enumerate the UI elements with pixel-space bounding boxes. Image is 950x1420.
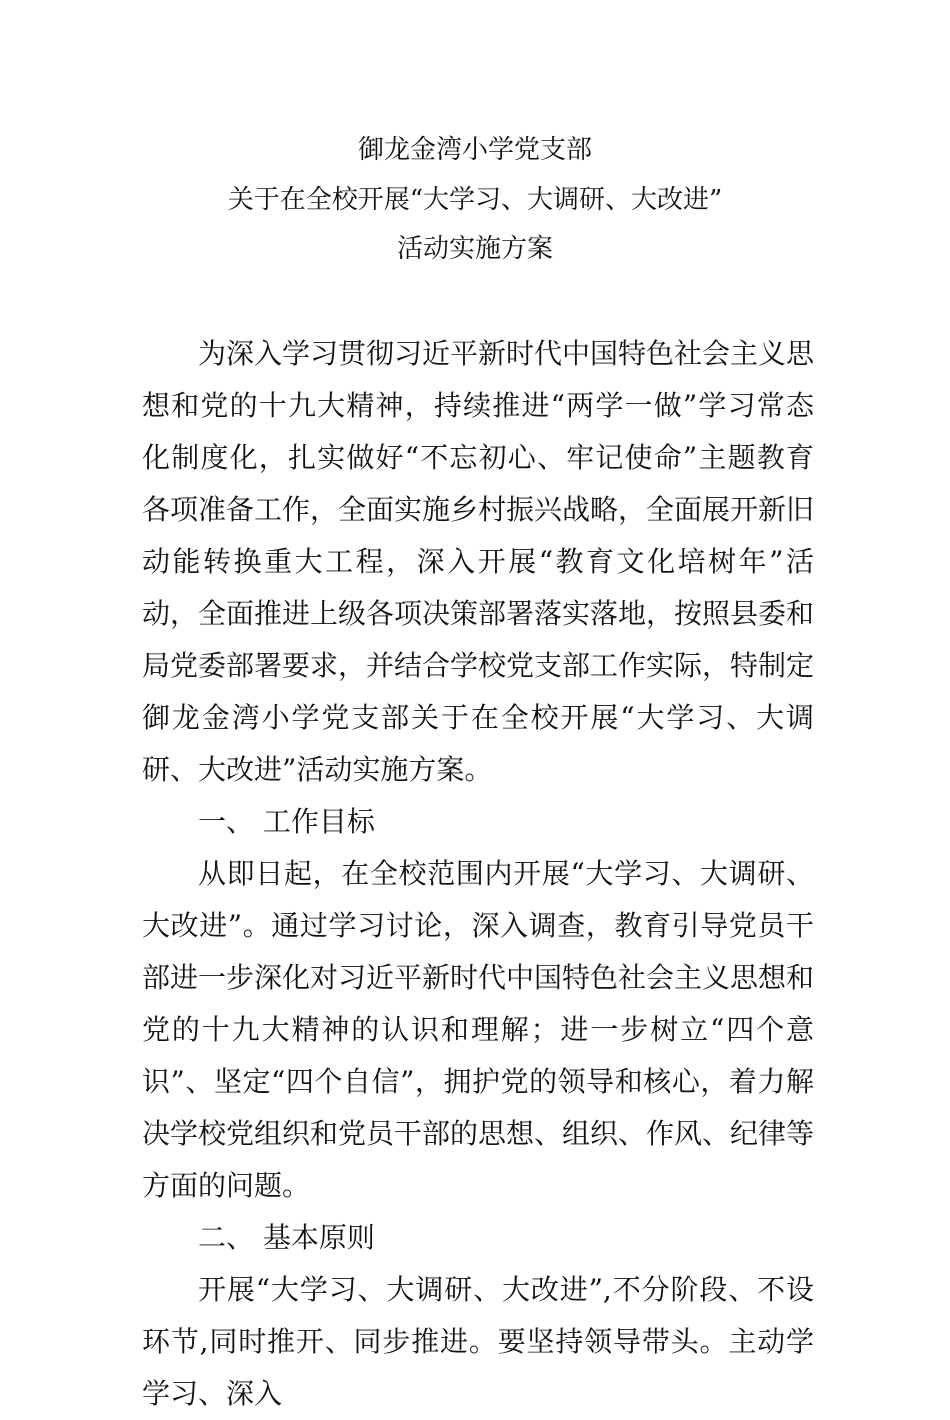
document-title-line-2: 关于在全校开展“大学习、大调研、大改进” (227, 185, 723, 215)
section-heading-goals: 一、 工作目标 (198, 805, 375, 838)
goals-paragraph: 从即日起，在全校范围内开展“大学习、大调研、大改进”。通过学习讨论，深入调查，教育引导党员干部进一步深化对习近平新时代中国特色社会主义思想和党的十九大精神的认识和理解；进一步树立“四个意识”、坚定“四个自信”，拥护党的领导和核心，着力解决学校党组织和党员干部的思想、组织、作风、纪律等方面的问题。 (142, 857, 815, 1202)
document-body (142, 328, 814, 1420)
intro-paragraph: 为深入学习贯彻习近平新时代中国特色社会主义思想和党的十九大精神，持续推进“两学一做”学习常态化制度化，扎实做好“不忘初心、牢记使命”主题教育各项准备工作，全面实施乡村振兴战略，全面展开新旧动能转换重大工程，深入开展“教育文化培树年”活动，全面推进上级各项决策部署落实落地，按照县委和局党委部署要求，并结合学校党支部工作实际，特制定御龙金湾小学党支部关于在全校开展“大学习、大调研、大改进”活动实施方案。 (142, 337, 815, 786)
document-title-line-3: 活动实施方案 (396, 234, 553, 264)
section-heading-principles: 二、 基本原则 (198, 1221, 375, 1254)
document-title-line-1: 御龙金湾小学党支部 (357, 135, 592, 165)
principles-paragraph: 开展“大学习、大调研、大改进”,不分阶段、不设环节,同时推开、同步推进。要坚持领导带头。主动学学习、深入 (142, 1273, 814, 1410)
